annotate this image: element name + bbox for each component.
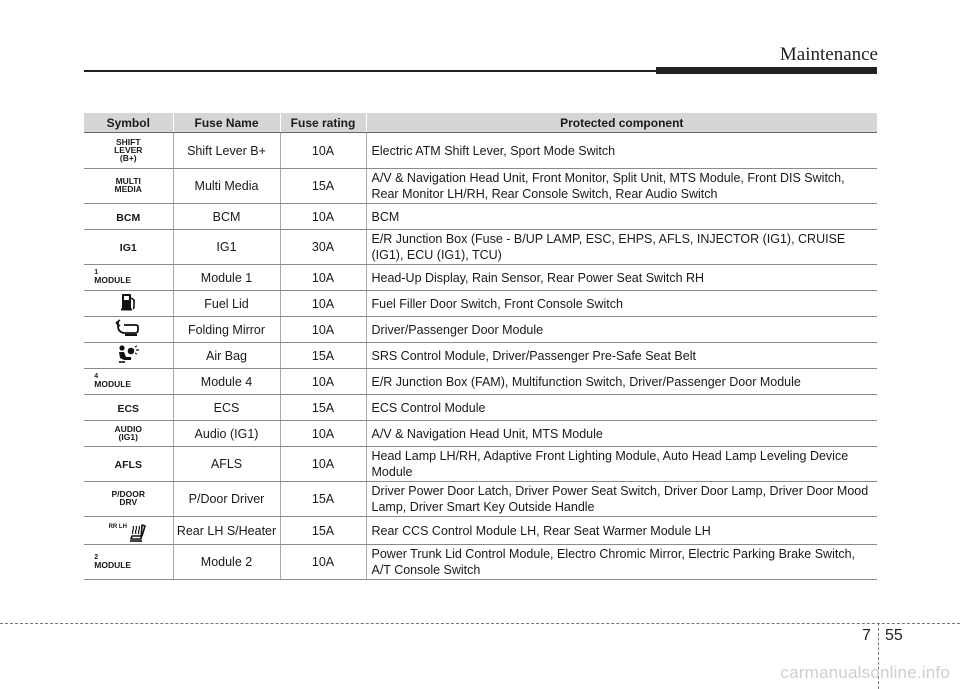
table-row — [84, 169, 877, 204]
fuse-rating: 15A — [280, 395, 366, 421]
table-row — [84, 343, 877, 369]
watermark: carmanualsonline.info — [780, 663, 950, 682]
symbol-cell — [84, 421, 173, 447]
protected-component: Electric ATM Shift Lever, Sport Mode Switch — [366, 133, 877, 169]
protected-component: E/R Junction Box (FAM), Multifunction Switch, Driver/Passenger Door Module — [366, 369, 877, 395]
fuse-rating: 15A — [280, 482, 366, 517]
table-row — [84, 447, 877, 482]
fuse-rating: 10A — [280, 317, 366, 343]
table-row — [84, 421, 877, 447]
fuse-rating: 15A — [280, 517, 366, 545]
protected-component: A/V & Navigation Head Unit, Front Monitor, Split Unit, MTS Module, Front DIS Switch, Rear Monitor LH/RH, Rear Console Switch, Rear Audio Switch — [366, 169, 877, 204]
table-row — [84, 369, 877, 395]
symbol-label: IG1 — [119, 242, 137, 254]
protected-component: Rear CCS Control Module LH, Rear Seat Warmer Module LH — [366, 517, 877, 545]
table-row — [84, 291, 877, 317]
symbol-label: AUDIO (IG1) — [114, 423, 142, 442]
fuse-name: Fuel Lid — [173, 291, 280, 317]
table-row — [84, 545, 877, 580]
table-row — [84, 230, 877, 265]
fuse-rating: 10A — [280, 421, 366, 447]
fuse-rating: 30A — [280, 230, 366, 265]
symbol-label: P/DOOR DRV — [111, 489, 146, 507]
fuse-rating: 10A — [280, 133, 366, 169]
fuse-name: Module 4 — [173, 369, 280, 395]
module-symbol: 2 MODULE — [94, 553, 132, 570]
fuse-name: Shift Lever B+ — [173, 133, 280, 169]
seat-heater-symbol — [109, 524, 148, 544]
fuse-name: ECS — [173, 395, 280, 421]
protected-component: BCM — [366, 204, 877, 230]
header-rule — [84, 70, 656, 72]
protected-component: Head-Up Display, Rain Sensor, Rear Power Seat Switch RH — [366, 265, 877, 291]
fuse-name: Rear LH S/Heater — [173, 517, 280, 545]
page-number: 55 — [885, 627, 903, 644]
seat-heater-label: RR LH — [108, 524, 127, 530]
fuse-name: AFLS — [173, 447, 280, 482]
symbol-cell — [84, 369, 173, 395]
symbol-cell — [84, 317, 173, 343]
fuse-name: Air Bag — [173, 343, 280, 369]
col-header-symbol: Symbol — [84, 113, 173, 133]
table-header-row — [84, 113, 877, 133]
fuse-rating: 10A — [280, 369, 366, 395]
symbol-cell — [84, 545, 173, 580]
symbol-label: MULTI MEDIA — [114, 176, 142, 194]
protected-component: Head Lamp LH/RH, Adaptive Front Lighting Module, Auto Head Lamp Leveling Device Module — [366, 447, 877, 482]
symbol-cell — [84, 482, 173, 517]
fuse-rating: 10A — [280, 447, 366, 482]
fuse-name: Folding Mirror — [173, 317, 280, 343]
symbol-cell — [84, 204, 173, 230]
fuse-name: Multi Media — [173, 169, 280, 204]
footer-rule — [0, 623, 960, 624]
fuse-name: P/Door Driver — [173, 482, 280, 517]
fuse-rating: 10A — [280, 291, 366, 317]
col-header-fuse-rating: Fuse rating — [280, 113, 366, 133]
fuse-rating: 10A — [280, 265, 366, 291]
fuse-name: Module 2 — [173, 545, 280, 580]
symbol-cell — [84, 230, 173, 265]
fuse-rating: 10A — [280, 545, 366, 580]
table-row — [84, 317, 877, 343]
symbol-label: BCM — [116, 211, 141, 224]
table-row — [84, 517, 877, 545]
symbol-cell — [84, 265, 173, 291]
symbol-cell — [84, 447, 173, 482]
symbol-cell — [84, 291, 173, 317]
symbol-cell — [84, 169, 173, 204]
symbol-cell — [84, 133, 173, 169]
table-row — [84, 133, 877, 169]
symbol-cell — [84, 517, 173, 545]
seat-heater-icon — [128, 524, 148, 544]
symbol-cell — [84, 343, 173, 369]
fuse-name: IG1 — [173, 230, 280, 265]
fuse-name: BCM — [173, 204, 280, 230]
col-header-fuse-name: Fuse Name — [173, 113, 280, 133]
protected-component: ECS Control Module — [366, 395, 877, 421]
fuse-rating: 10A — [280, 204, 366, 230]
module-symbol: 4 MODULE — [94, 373, 132, 389]
fuse-name: Audio (IG1) — [173, 421, 280, 447]
table-row — [84, 482, 877, 517]
table-row — [84, 265, 877, 291]
symbol-label: ECS — [117, 402, 140, 415]
symbol-label: AFLS — [114, 459, 142, 471]
fuse-rating: 15A — [280, 169, 366, 204]
fuel-pump-icon — [120, 293, 136, 311]
airbag-icon — [116, 345, 140, 363]
protected-component: Fuel Filler Door Switch, Front Console Switch — [366, 291, 877, 317]
protected-component: Driver Power Door Latch, Driver Power Seat Switch, Driver Door Lamp, Driver Door Mood Lamp, Driver Smart Key Outside Handle — [366, 482, 877, 517]
fuse-rating: 15A — [280, 343, 366, 369]
protected-component: A/V & Navigation Head Unit, MTS Module — [366, 421, 877, 447]
module-symbol: 1 MODULE — [94, 269, 132, 285]
fuse-name: Module 1 — [173, 265, 280, 291]
symbol-label: SHIFT LEVER (B+) — [114, 136, 143, 163]
protected-component: E/R Junction Box (Fuse - B/UP LAMP, ESC, EHPS, AFLS, INJECTOR (IG1), CRUISE (IG1), ECU (IG1), TCU) — [366, 230, 877, 265]
protected-component: Driver/Passenger Door Module — [366, 317, 877, 343]
section-title: Maintenance — [779, 44, 878, 65]
symbol-cell — [84, 395, 173, 421]
header-bar — [656, 67, 877, 74]
table-row — [84, 204, 877, 230]
fuse-table — [84, 113, 877, 580]
col-header-protected-component: Protected component — [366, 113, 877, 133]
chapter-number: 7 — [862, 627, 871, 644]
protected-component: Power Trunk Lid Control Module, Electro Chromic Mirror, Electric Parking Brake Switch, A/T Console Switch — [366, 545, 877, 580]
folding-mirror-icon — [115, 319, 141, 337]
protected-component: SRS Control Module, Driver/Passenger Pre-Safe Seat Belt — [366, 343, 877, 369]
table-row — [84, 395, 877, 421]
